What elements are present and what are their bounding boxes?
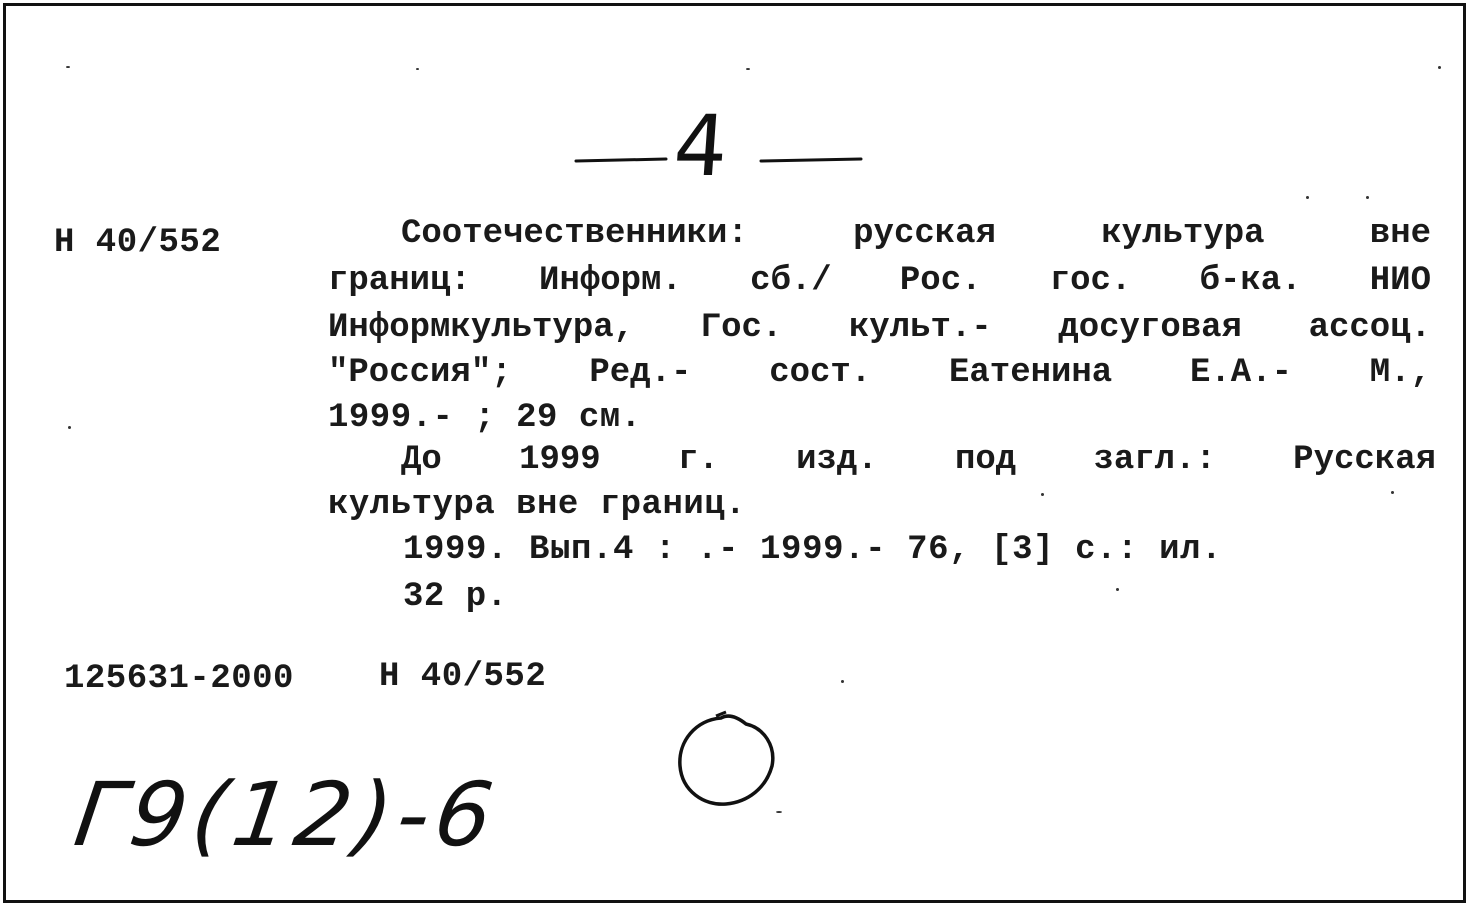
scan-speck [1116, 588, 1119, 591]
entry-line-8: 1999. Вып.4 : .- 1999.- 76, [3] с.: ил. [403, 531, 1223, 569]
scan-speck [1306, 196, 1309, 199]
call-number-bottom: Н 40/552 [379, 658, 547, 696]
call-number-top: Н 40/552 [54, 224, 222, 262]
entry-line-2: границ: Информ. сб./ Рос. гос. б-ка. НИО [328, 262, 1431, 300]
scan-speck [776, 811, 782, 813]
entry-line-5: 1999.- ; 29 см. [328, 399, 642, 437]
catalog-card [3, 3, 1466, 903]
scan-speck [746, 68, 750, 70]
entry-line-9: 32 р. [403, 578, 508, 616]
accession-number: 125631-2000 [64, 660, 294, 698]
scan-speck [1391, 491, 1394, 494]
scan-speck [68, 426, 71, 429]
scan-speck [66, 66, 70, 68]
page-number-mark [566, 97, 886, 206]
scan-speck [416, 68, 419, 70]
scan-speck [1438, 66, 1441, 69]
scan-speck [1041, 493, 1044, 496]
entry-line-3: Информкультура, Гос. культ.- досуговая ассоц. [328, 309, 1431, 347]
entry-line-7: культура вне границ. [328, 486, 747, 524]
scan-speck [841, 680, 844, 683]
entry-line-1: Соотечественники: русская культура вне [401, 215, 1431, 253]
scan-speck [1366, 196, 1369, 199]
entry-line-6: До 1999 г. изд. под загл.: Русская [401, 441, 1436, 479]
page-number: 4 [670, 97, 731, 195]
handwritten-shelf-code: Г9(12)-6 [68, 763, 505, 866]
punch-hole-mark [666, 706, 796, 816]
entry-line-4: "Россия"; Ред.- сост. Еатенина Е.А.- М., [328, 354, 1431, 392]
